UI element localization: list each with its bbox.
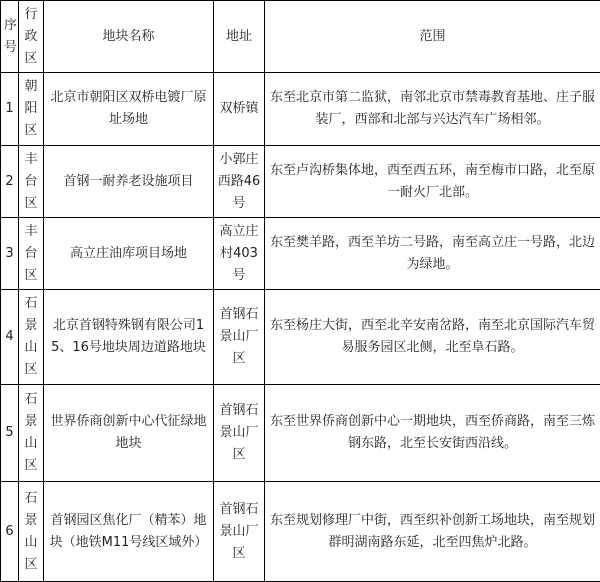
row-district: 石景山区 bbox=[19, 482, 44, 582]
row-address: 双桥镇 bbox=[214, 73, 265, 146]
row-address: 首钢石景山厂区 bbox=[214, 482, 265, 582]
row-range: 东至杨庄大街，西至北辛安南岔路，南至北京国际汽车贸易服务园区北侧，北至阜石路。 bbox=[265, 290, 600, 385]
row-name: 北京市朝阳区双桥电镀厂原址场地 bbox=[44, 73, 214, 146]
row-num: 2 bbox=[1, 146, 19, 218]
header-address: 地址 bbox=[214, 1, 265, 73]
header-row bbox=[1, 1, 600, 73]
row-district: 朝阳区 bbox=[19, 73, 44, 146]
row-num: 4 bbox=[1, 290, 19, 385]
table-row bbox=[1, 290, 600, 385]
row-name: 首钢一耐养老设施项目 bbox=[44, 146, 214, 218]
row-num: 1 bbox=[1, 73, 19, 146]
row-address: 首钢石景山厂区 bbox=[214, 385, 265, 482]
row-range: 东至北京市第二监狱，南邻北京市禁毒教育基地、庄子服装厂，西部和北部与兴达汽车广场相邻。 bbox=[265, 73, 600, 146]
row-address: 高立庄村403号 bbox=[214, 218, 265, 290]
header-name: 地块名称 bbox=[44, 1, 214, 73]
row-district: 石景山区 bbox=[19, 385, 44, 482]
row-range: 东至世界侨商创新中心一期地块，西至侨商路，南至三炼钢东路，北至长安街西沿线。 bbox=[265, 385, 600, 482]
row-district: 丰台区 bbox=[19, 146, 44, 218]
row-name: 首钢园区焦化厂（精苯）地块（地铁M11号线区域外） bbox=[44, 482, 214, 582]
row-num: 5 bbox=[1, 385, 19, 482]
table-row bbox=[1, 482, 600, 582]
row-district: 石景山区 bbox=[19, 290, 44, 385]
row-name: 高立庄油库项目场地 bbox=[44, 218, 214, 290]
row-name: 北京首钢特殊钢有限公司15、16号地块周边道路地块 bbox=[44, 290, 214, 385]
row-range: 东至规划修理厂中街，西至织补创新工场地块，南至规划群明湖南路东延，北至四焦炉北路。 bbox=[265, 482, 600, 582]
row-name: 世界侨商创新中心代征绿地地块 bbox=[44, 385, 214, 482]
row-range: 东至樊羊路，西至羊坊二号路，南至高立庄一号路，北边为绿地。 bbox=[265, 218, 600, 290]
table-row bbox=[1, 146, 600, 218]
header-range: 范围 bbox=[265, 1, 600, 73]
table-row bbox=[1, 218, 600, 290]
row-address: 小郭庄西路46号 bbox=[214, 146, 265, 218]
row-num: 6 bbox=[1, 482, 19, 582]
table-row bbox=[1, 385, 600, 482]
row-address: 首钢石景山厂区 bbox=[214, 290, 265, 385]
row-district: 丰台区 bbox=[19, 218, 44, 290]
header-num: 序号 bbox=[1, 1, 19, 73]
table-row bbox=[1, 73, 600, 146]
row-num: 3 bbox=[1, 218, 19, 290]
row-range: 东至卢沟桥集体地，西至西五环，南至梅市口路，北至原一耐火厂北部。 bbox=[265, 146, 600, 218]
header-district: 行政区 bbox=[19, 1, 44, 73]
